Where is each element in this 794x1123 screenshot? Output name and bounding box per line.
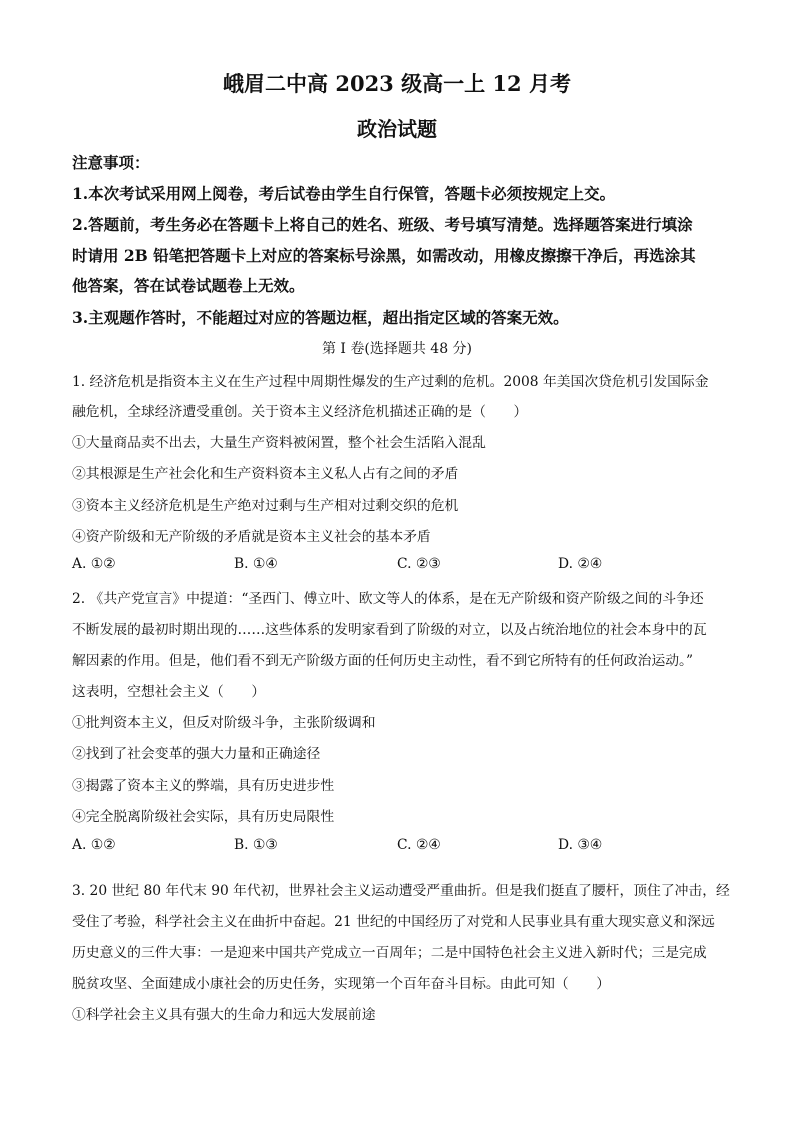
notice-line: 时请用 2B 铅笔把答题卡上对应的答案标号涂黑，如需改动，用橡皮擦擦干净后，再选涂其 xyxy=(72,246,696,265)
question-stem: 受住了考验，科学社会主义在曲折中奋起。21 世纪的中国经历了对党和人民事业具有重大现实意义和深远 xyxy=(72,914,715,930)
exam-title: 峨眉二中高 2023 级高一上 12 月考 xyxy=(223,71,571,96)
notice-line: 他答案，答在试卷试题卷上无效。 xyxy=(72,276,305,295)
question-stem: 历史意义的三件大事：一是迎来中国共产党成立一百周年；二是中国特色社会主义进入新时代；三是完成 xyxy=(72,945,707,961)
notice-heading: 注意事项： xyxy=(72,153,150,172)
option-c: C. ②③ xyxy=(397,556,441,572)
question-statement: ①批判资本主义，但反对阶级斗争，主张阶级调和 xyxy=(72,715,376,731)
question-stem: 融危机，全球经济遭受重创。关于资本主义经济危机描述正确的是（ ） xyxy=(72,404,528,420)
subject-title: 政治试题 xyxy=(357,117,437,141)
question-statement: ①科学社会主义具有强大的生命力和远大发展前途 xyxy=(72,1007,376,1023)
question-statement: ①大量商品卖不出去，大量生产资料被闲置，整个社会生活陷入混乱 xyxy=(72,435,486,451)
option-d: D. ③④ xyxy=(558,837,603,853)
option-a: A. ①② xyxy=(72,556,116,572)
question-stem: 解因素的作用。但是，他们看不到无产阶级方面的任何历史主动性，看不到它所特有的任何政治运动。” xyxy=(72,653,694,669)
notice-line: 3.主观题作答时，不能超过对应的答题边框，超出指定区域的答案无效。 xyxy=(72,308,569,327)
question-statement: ④资产阶级和无产阶级的矛盾就是资本主义社会的基本矛盾 xyxy=(72,529,431,545)
question-statement: ③资本主义经济危机是生产绝对过剩与生产相对过剩交织的危机 xyxy=(72,498,459,514)
option-d: D. ②④ xyxy=(558,556,603,572)
question-statement: ③揭露了资本主义的弊端，具有历史进步性 xyxy=(72,778,335,794)
option-c: C. ②④ xyxy=(397,837,441,853)
question-statement: ②其根源是生产社会化和生产资料资本主义私人占有之间的矛盾 xyxy=(72,466,459,482)
question-stem: 1. 经济危机是指资本主义在生产过程中周期性爆发的生产过剩的危机。2008 年美国次贷危机引发国际金 xyxy=(72,374,709,390)
question-statement: ②找到了社会变革的强大力量和正确途径 xyxy=(72,746,321,762)
question-stem: 这表明，空想社会主义（ ） xyxy=(72,684,266,700)
option-b: B. ①③ xyxy=(234,837,278,853)
option-a: A. ①② xyxy=(72,837,116,853)
section-title: 第 I 卷(选择题共 48 分) xyxy=(321,341,473,357)
notice-line: 2.答题前，考生务必在答题卡上将自己的姓名、班级、考号填写清楚。选择题答案进行填涂 xyxy=(72,215,693,234)
question-statement: ④完全脱离阶级社会实际，具有历史局限性 xyxy=(72,809,335,825)
question-stem: 2. 《共产党宣言》中提道：“圣西门、傅立叶、欧文等人的体系，是在无产阶级和资产阶级之间的斗争还 xyxy=(72,591,704,607)
question-stem: 3. 20 世纪 80 年代末 90 年代初，世界社会主义运动遭受严重曲折。但是我们挺直了腰杆，顶住了冲击，经 xyxy=(72,883,730,899)
notice-line: 1.本次考试采用网上阅卷，考后试卷由学生自行保管，答题卡必须按规定上交。 xyxy=(72,184,616,203)
question-stem: 不断发展的最初时期出现的……这些体系的发明家看到了阶级的对立，以及占统治地位的社会本身中的瓦 xyxy=(72,622,707,638)
option-b: B. ①④ xyxy=(234,556,278,572)
question-stem: 脱贫攻坚、全面建成小康社会的历史任务，实现第一个百年奋斗目标。由此可知（ ） xyxy=(72,976,611,992)
